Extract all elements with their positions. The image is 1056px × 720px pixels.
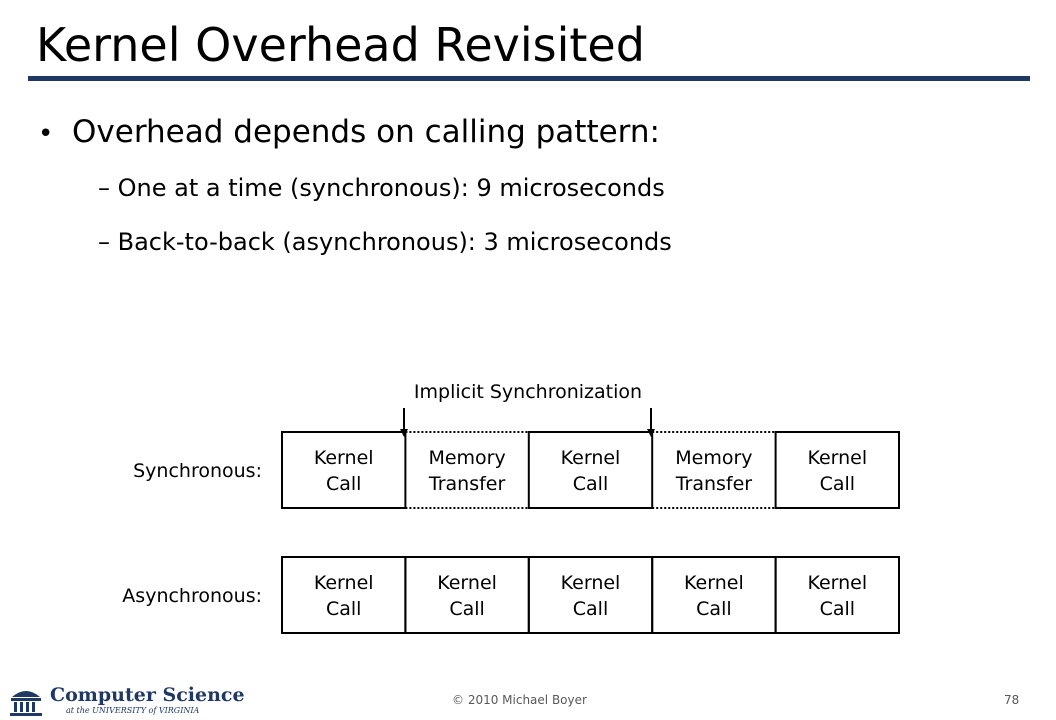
- logo-column: [26, 702, 29, 712]
- footer-copyright: © 2010 Michael Boyer: [452, 693, 587, 707]
- kernel-call-box: [776, 557, 899, 633]
- bullet-dot-icon: •: [38, 119, 54, 149]
- logo-subtitle: at the UNIVERSITY of VIRGINIA: [66, 706, 200, 715]
- row-label: Asynchronous:: [122, 585, 262, 607]
- kernel-call-box: [776, 432, 899, 508]
- implicit-sync-label: Implicit Synchronization: [413, 381, 643, 403]
- cell-label-line1: Kernel: [560, 447, 621, 469]
- cell-label-line1: Memory: [675, 447, 753, 469]
- cell-label-line2: Call: [325, 473, 362, 495]
- cell-label-line2: Transfer: [428, 473, 506, 495]
- cell-label-line2: Call: [819, 473, 856, 495]
- kernel-call-box: [282, 557, 405, 633]
- cell-label-line2: Call: [696, 598, 732, 620]
- cell-label-line1: Kernel: [684, 572, 744, 594]
- diagram-rows: [122, 432, 899, 633]
- sub-bullet-async: – Back-to-back (asynchronous): 3 microseconds: [98, 228, 672, 256]
- uva-logo-icon: [8, 685, 44, 717]
- sub-bullet-sync: – One at a time (synchronous): 9 microseconds: [98, 174, 665, 202]
- cell-label-line2: Call: [572, 598, 609, 620]
- logo-column: [20, 702, 23, 712]
- title-rule-bar: [28, 76, 1030, 81]
- row-label: Synchronous:: [133, 460, 262, 482]
- title-rule: [28, 76, 1030, 81]
- cell-label-line1: Kernel: [313, 447, 374, 469]
- cell-label-line1: Kernel: [560, 572, 621, 594]
- logo-column: [14, 702, 17, 712]
- timeline-diagram: [0, 360, 1056, 650]
- logo-entablature: [11, 698, 41, 701]
- cell-label-line2: Call: [572, 473, 609, 495]
- logo-dome: [12, 691, 40, 697]
- kernel-call-box: [529, 432, 652, 508]
- logo-column: [32, 702, 35, 712]
- cell-label-line1: Kernel: [437, 572, 497, 594]
- cell-label-line2: Call: [819, 598, 856, 620]
- cell-label-line2: Call: [449, 598, 485, 620]
- bullet-text: Overhead depends on calling pattern:: [72, 114, 660, 150]
- cell-label-line1: Kernel: [313, 572, 374, 594]
- cell-label-line2: Transfer: [675, 473, 753, 495]
- slide-title: Kernel Overhead Revisited: [36, 18, 645, 72]
- cell-label-line1: Memory: [428, 447, 506, 469]
- logo-base: [10, 713, 42, 716]
- kernel-call-box: [405, 557, 528, 633]
- page-number: 78: [1004, 693, 1020, 707]
- kernel-call-box: [529, 557, 652, 633]
- kernel-call-box: [652, 557, 775, 633]
- kernel-call-box: [282, 432, 405, 508]
- cell-label-line1: Kernel: [807, 447, 868, 469]
- logo-title: Computer Science: [50, 684, 245, 706]
- cell-label-line2: Call: [325, 598, 362, 620]
- cell-label-line1: Kernel: [807, 572, 868, 594]
- bullet-item: [38, 112, 660, 154]
